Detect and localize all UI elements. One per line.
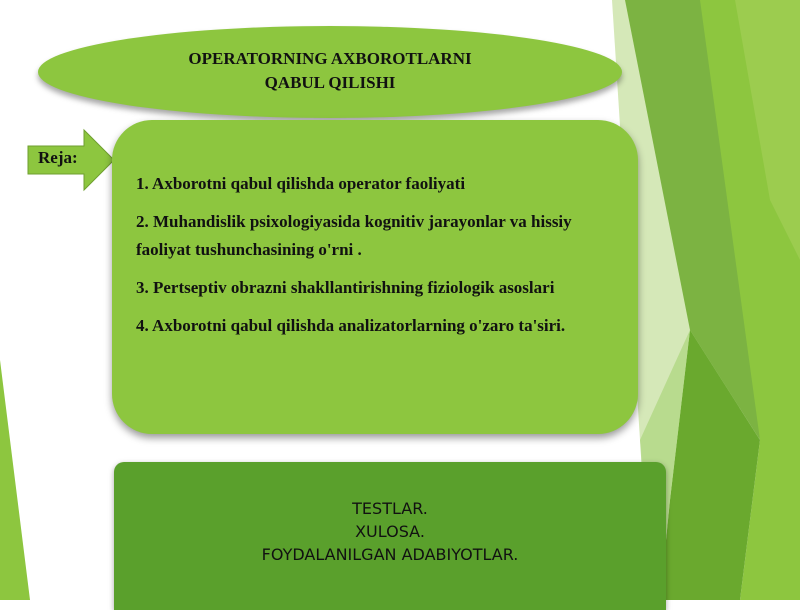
section-tests: TESTLAR. xyxy=(352,499,428,518)
title-ellipse xyxy=(38,26,622,118)
list-item: 4. Axborotni qabul qilishda analizatorlarning o'zaro ta'siri. xyxy=(136,316,566,335)
reja-label: Reja: xyxy=(38,148,78,167)
slide-title: OPERATORNING AXBOROTLARNI QABUL QILISHI xyxy=(188,49,472,92)
plan-list xyxy=(136,170,616,350)
list-item: 2. Muhandislik psixologiyasida kognitiv jarayonlar va hissiy faoliyat tushunchasining o'rni . xyxy=(136,212,572,259)
sections-box xyxy=(114,462,666,610)
plan-box xyxy=(112,120,638,434)
list-item: 3. Pertseptiv obrazni shakllantirishning fiziologik asoslari xyxy=(136,278,555,297)
section-conclusion: XULOSA. xyxy=(355,522,425,541)
sections-text xyxy=(114,497,666,566)
section-references: FOYDALANILGAN ADABIYOTLAR. xyxy=(261,545,519,564)
list-item: 1. Axborotni qabul qilishda operator faoliyati xyxy=(136,174,466,193)
